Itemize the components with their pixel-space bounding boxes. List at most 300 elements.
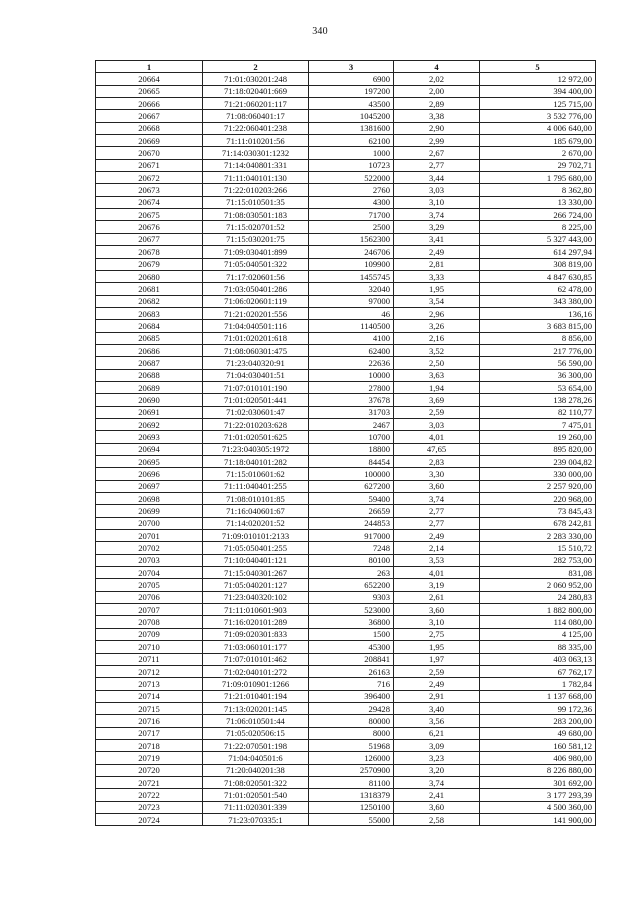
table-cell: 18800 [309,443,394,455]
table-cell: 20665 [96,85,203,97]
table-cell: 627200 [309,480,394,492]
table-cell: 403 063,13 [480,653,596,665]
table-cell: 20678 [96,246,203,258]
table-cell: 20701 [96,530,203,542]
table-row [96,739,596,751]
table-cell: 71:08:030501:183 [203,209,309,221]
table-cell: 20705 [96,579,203,591]
table-cell: 71:15:010601:62 [203,468,309,480]
table-cell: 109900 [309,258,394,270]
table-row [96,307,596,319]
table-cell: 71:21:020201:556 [203,307,309,319]
table-cell: 1,94 [394,381,480,393]
table-row [96,554,596,566]
table-cell: 2,90 [394,122,480,134]
table-cell: 59400 [309,493,394,505]
table-cell: 71:01:030201:248 [203,73,309,85]
table-cell: 1500 [309,628,394,640]
table-cell: 71:09:030401:899 [203,246,309,258]
table-cell: 71:11:020301:339 [203,801,309,813]
table-cell: 244853 [309,517,394,529]
table-row [96,172,596,184]
table-cell: 7248 [309,542,394,554]
table-cell: 2,16 [394,332,480,344]
table-cell: 5 327 443,00 [480,233,596,245]
table-cell: 266 724,00 [480,209,596,221]
table-cell: 141 900,00 [480,813,596,825]
table-cell: 1 795 680,00 [480,172,596,184]
table-cell: 71:10:040401:121 [203,554,309,566]
table-row [96,653,596,665]
table-cell: 80000 [309,715,394,727]
table-cell: 20675 [96,209,203,221]
table-cell: 1381600 [309,122,394,134]
table-cell: 71:17:020601:56 [203,270,309,282]
table-row [96,616,596,628]
table-cell: 71:05:040201:127 [203,579,309,591]
table-cell: 71:03:060101:177 [203,641,309,653]
table-row [96,702,596,714]
table-cell: 71:11:010601:903 [203,604,309,616]
table-cell: 3,41 [394,233,480,245]
table-cell: 6,21 [394,727,480,739]
table-cell: 114 080,00 [480,616,596,628]
table-cell: 3 177 293,39 [480,789,596,801]
table-cell: 26659 [309,505,394,517]
table-cell: 1045200 [309,110,394,122]
table-cell: 73 845,43 [480,505,596,517]
table-cell: 71:14:020201:52 [203,517,309,529]
table-cell: 2,50 [394,357,480,369]
table-cell: 301 692,00 [480,776,596,788]
table-row [96,801,596,813]
table-cell: 22636 [309,357,394,369]
table-row [96,184,596,196]
table-cell: 917000 [309,530,394,542]
table-cell: 3,20 [394,764,480,776]
table-cell: 3,74 [394,209,480,221]
table-cell: 2,59 [394,406,480,418]
table-cell: 3,60 [394,801,480,813]
table-row [96,357,596,369]
table-cell: 71:16:020101:289 [203,616,309,628]
table-cell: 3,10 [394,196,480,208]
table-cell: 55000 [309,813,394,825]
table-cell: 20716 [96,715,203,727]
table-cell: 20670 [96,147,203,159]
table-cell: 3,38 [394,110,480,122]
table-cell: 27800 [309,381,394,393]
table-cell: 20714 [96,690,203,702]
table-row [96,394,596,406]
table-cell: 2 060 952,00 [480,579,596,591]
table-cell: 71:01:020501:540 [203,789,309,801]
table-cell: 3,63 [394,369,480,381]
table-cell: 614 297,94 [480,246,596,258]
table-cell: 3,26 [394,320,480,332]
table-row [96,468,596,480]
table-cell: 8 225,00 [480,221,596,233]
table-cell: 208841 [309,653,394,665]
table-cell: 678 242,81 [480,517,596,529]
table-cell: 20718 [96,739,203,751]
table-cell: 2570900 [309,764,394,776]
table-cell: 20669 [96,135,203,147]
table-cell: 71:20:040201:38 [203,764,309,776]
table-cell: 20708 [96,616,203,628]
table-cell: 3,40 [394,702,480,714]
table-row [96,579,596,591]
table-cell: 19 260,00 [480,431,596,443]
table-cell: 2,49 [394,678,480,690]
table-cell: 2467 [309,418,394,430]
table-row [96,135,596,147]
table-cell: 523000 [309,604,394,616]
table-cell: 3 683 815,00 [480,320,596,332]
table-cell: 1 882 800,00 [480,604,596,616]
table-cell: 43500 [309,98,394,110]
table-cell: 71:04:040501:116 [203,320,309,332]
table-cell: 84454 [309,456,394,468]
table-cell: 71:09:010101:2133 [203,530,309,542]
table-cell: 406 980,00 [480,752,596,764]
table-cell: 20706 [96,591,203,603]
table-cell: 20691 [96,406,203,418]
table-row [96,690,596,702]
table-cell: 2,61 [394,591,480,603]
table-cell: 1455745 [309,270,394,282]
table-cell: 20677 [96,233,203,245]
table-cell: 3,03 [394,418,480,430]
table-cell: 126000 [309,752,394,764]
table-cell: 20723 [96,801,203,813]
table-row [96,270,596,282]
table-cell: 10000 [309,369,394,381]
table-cell: 3,23 [394,752,480,764]
table-cell: 29428 [309,702,394,714]
table-cell: 97000 [309,295,394,307]
table-cell: 4 847 630,85 [480,270,596,282]
table-cell: 10700 [309,431,394,443]
table-cell: 71:08:060401:17 [203,110,309,122]
table-cell: 71:15:020701:52 [203,221,309,233]
table-cell: 1 782,84 [480,678,596,690]
table-cell: 20707 [96,604,203,616]
table-cell: 8 856,00 [480,332,596,344]
table-cell: 31703 [309,406,394,418]
table-cell: 20698 [96,493,203,505]
table-cell: 6900 [309,73,394,85]
table-cell: 9303 [309,591,394,603]
table-cell: 71:14:040801:331 [203,159,309,171]
table-cell: 20664 [96,73,203,85]
table-cell: 71:21:010401:194 [203,690,309,702]
table-row [96,505,596,517]
table-cell: 71:11:040101:130 [203,172,309,184]
table-cell: 396400 [309,690,394,702]
table-cell: 3,19 [394,579,480,591]
table-row [96,456,596,468]
table-cell: 394 400,00 [480,85,596,97]
table-cell: 1,95 [394,283,480,295]
table-row [96,233,596,245]
table-cell: 3,30 [394,468,480,480]
table-cell: 71:06:020601:119 [203,295,309,307]
table-cell: 71:04:040501:6 [203,752,309,764]
table-cell: 2 257 920,00 [480,480,596,492]
table-cell: 20702 [96,542,203,554]
table-cell: 71:02:030601:47 [203,406,309,418]
table-cell: 71:09:020301:833 [203,628,309,640]
table-cell: 1250100 [309,801,394,813]
table-row [96,147,596,159]
table-cell: 3,60 [394,480,480,492]
table-cell: 71:09:010901:1266 [203,678,309,690]
table-cell: 2,99 [394,135,480,147]
column-header-4: 4 [394,61,480,73]
table-cell: 80100 [309,554,394,566]
table-cell: 220 968,00 [480,493,596,505]
table-cell: 71:01:020201:618 [203,332,309,344]
table-cell: 4 006 640,00 [480,122,596,134]
table-body [96,73,596,826]
table-cell: 67 762,17 [480,665,596,677]
table-cell: 2 670,00 [480,147,596,159]
table-row [96,159,596,171]
table-cell: 71:11:010201:56 [203,135,309,147]
table-cell: 2,77 [394,505,480,517]
table-cell: 71:11:040401:255 [203,480,309,492]
table-cell: 62100 [309,135,394,147]
table-cell: 2,77 [394,159,480,171]
table-row [96,431,596,443]
table-cell: 20690 [96,394,203,406]
table-cell: 56 590,00 [480,357,596,369]
table-cell: 20685 [96,332,203,344]
table-row [96,369,596,381]
table-cell: 99 172,36 [480,702,596,714]
table-cell: 8 226 880,00 [480,764,596,776]
table-cell: 20694 [96,443,203,455]
table-cell: 71:04:030401:51 [203,369,309,381]
table-cell: 71:15:040301:267 [203,567,309,579]
table-cell: 1,95 [394,641,480,653]
table-row [96,715,596,727]
table-cell: 2,81 [394,258,480,270]
table-cell: 71:05:020506:15 [203,727,309,739]
table-cell: 71:01:020501:625 [203,431,309,443]
table-row [96,752,596,764]
table-cell: 2 283 330,00 [480,530,596,542]
table-cell: 20682 [96,295,203,307]
table-cell: 49 680,00 [480,727,596,739]
table-row [96,678,596,690]
table-cell: 88 335,00 [480,641,596,653]
table-row [96,246,596,258]
table-cell: 3,69 [394,394,480,406]
table-cell: 20681 [96,283,203,295]
table-cell: 3,09 [394,739,480,751]
table-cell: 2,41 [394,789,480,801]
table-cell: 20667 [96,110,203,122]
table-cell: 32040 [309,283,394,295]
table-cell: 20680 [96,270,203,282]
table-cell: 20717 [96,727,203,739]
table-cell: 71:23:040320:102 [203,591,309,603]
table-row [96,332,596,344]
table-cell: 10723 [309,159,394,171]
table-cell: 20720 [96,764,203,776]
table-row [96,591,596,603]
table-cell: 4 500 360,00 [480,801,596,813]
table-cell: 2,91 [394,690,480,702]
table-cell: 20700 [96,517,203,529]
table-row [96,73,596,85]
table-cell: 217 776,00 [480,344,596,356]
column-header-1: 1 [96,61,203,73]
table-cell: 71:03:050401:286 [203,283,309,295]
table-row [96,493,596,505]
table-cell: 1140500 [309,320,394,332]
table-cell: 71:21:060201:117 [203,98,309,110]
table-cell: 20697 [96,480,203,492]
table-row [96,776,596,788]
table-cell: 15 510,72 [480,542,596,554]
table-cell: 20710 [96,641,203,653]
table-cell: 36 300,00 [480,369,596,381]
table-cell: 20696 [96,468,203,480]
table-cell: 20711 [96,653,203,665]
table-cell: 71:01:020501:441 [203,394,309,406]
table-row [96,764,596,776]
table-row [96,665,596,677]
table-row [96,542,596,554]
table-cell: 20692 [96,418,203,430]
table-cell: 2,14 [394,542,480,554]
table-cell: 20703 [96,554,203,566]
table-cell: 1,97 [394,653,480,665]
table-row [96,258,596,270]
table-cell: 283 200,00 [480,715,596,727]
table-cell: 2,00 [394,85,480,97]
table-cell: 2,75 [394,628,480,640]
table-cell: 246706 [309,246,394,258]
table-cell: 29 702,71 [480,159,596,171]
column-header-3: 3 [309,61,394,73]
table-cell: 8 362,80 [480,184,596,196]
table-cell: 8000 [309,727,394,739]
table-row [96,221,596,233]
table-cell: 2,67 [394,147,480,159]
table-cell: 71:23:040305:1972 [203,443,309,455]
table-cell: 2,49 [394,246,480,258]
table-cell: 71:02:040101:272 [203,665,309,677]
table-cell: 125 715,00 [480,98,596,110]
table-row [96,517,596,529]
table-cell: 20722 [96,789,203,801]
table-cell: 197200 [309,85,394,97]
table-cell: 71:07:010101:190 [203,381,309,393]
table-cell: 62400 [309,344,394,356]
table-row [96,85,596,97]
table-cell: 20709 [96,628,203,640]
page-number: 340 [312,26,328,37]
table-cell: 3,52 [394,344,480,356]
table-row [96,418,596,430]
table-cell: 71:13:020201:145 [203,702,309,714]
table-cell: 20704 [96,567,203,579]
table-cell: 20676 [96,221,203,233]
table-cell: 20683 [96,307,203,319]
table-cell: 71:15:010501:35 [203,196,309,208]
table-cell: 136,16 [480,307,596,319]
table-row [96,196,596,208]
column-header-2: 2 [203,61,309,73]
table-cell: 831,08 [480,567,596,579]
table-cell: 2760 [309,184,394,196]
table-row [96,122,596,134]
table-cell: 12 972,00 [480,73,596,85]
table-cell: 71:22:060401:238 [203,122,309,134]
table-row [96,98,596,110]
table-cell: 263 [309,567,394,579]
table-cell: 282 753,00 [480,554,596,566]
table-row [96,530,596,542]
table-row [96,567,596,579]
table-cell: 308 819,00 [480,258,596,270]
table-cell: 160 581,12 [480,739,596,751]
table-row [96,381,596,393]
table-cell: 71:23:040320:91 [203,357,309,369]
table-cell: 51968 [309,739,394,751]
table-cell: 2,77 [394,517,480,529]
table-row [96,344,596,356]
table-cell: 522000 [309,172,394,184]
table-cell: 2,58 [394,813,480,825]
table-cell: 3,74 [394,776,480,788]
table-cell: 46 [309,307,394,319]
table-cell: 71:22:010203:266 [203,184,309,196]
table-cell: 100000 [309,468,394,480]
table-cell: 20679 [96,258,203,270]
table-cell: 2,49 [394,530,480,542]
table-cell: 3 532 776,00 [480,110,596,122]
table-cell: 3,53 [394,554,480,566]
table-cell: 4 125,00 [480,628,596,640]
table-row [96,209,596,221]
table-cell: 37678 [309,394,394,406]
table-cell: 2500 [309,221,394,233]
table-cell: 20684 [96,320,203,332]
table-cell: 4,01 [394,567,480,579]
table-cell: 71:22:070501:198 [203,739,309,751]
table-cell: 71:07:010101:462 [203,653,309,665]
table-cell: 36800 [309,616,394,628]
table-cell: 71:18:020401:669 [203,85,309,97]
table-cell: 1562300 [309,233,394,245]
table-cell: 24 280,83 [480,591,596,603]
table-row [96,443,596,455]
table-cell: 20712 [96,665,203,677]
table-cell: 81100 [309,776,394,788]
table-cell: 82 110,77 [480,406,596,418]
column-header-5: 5 [480,61,596,73]
table-row [96,727,596,739]
table-cell: 71:08:010101:85 [203,493,309,505]
table-cell: 71:06:010501:44 [203,715,309,727]
table-cell: 138 278,26 [480,394,596,406]
table-cell: 71:14:030301:1232 [203,147,309,159]
